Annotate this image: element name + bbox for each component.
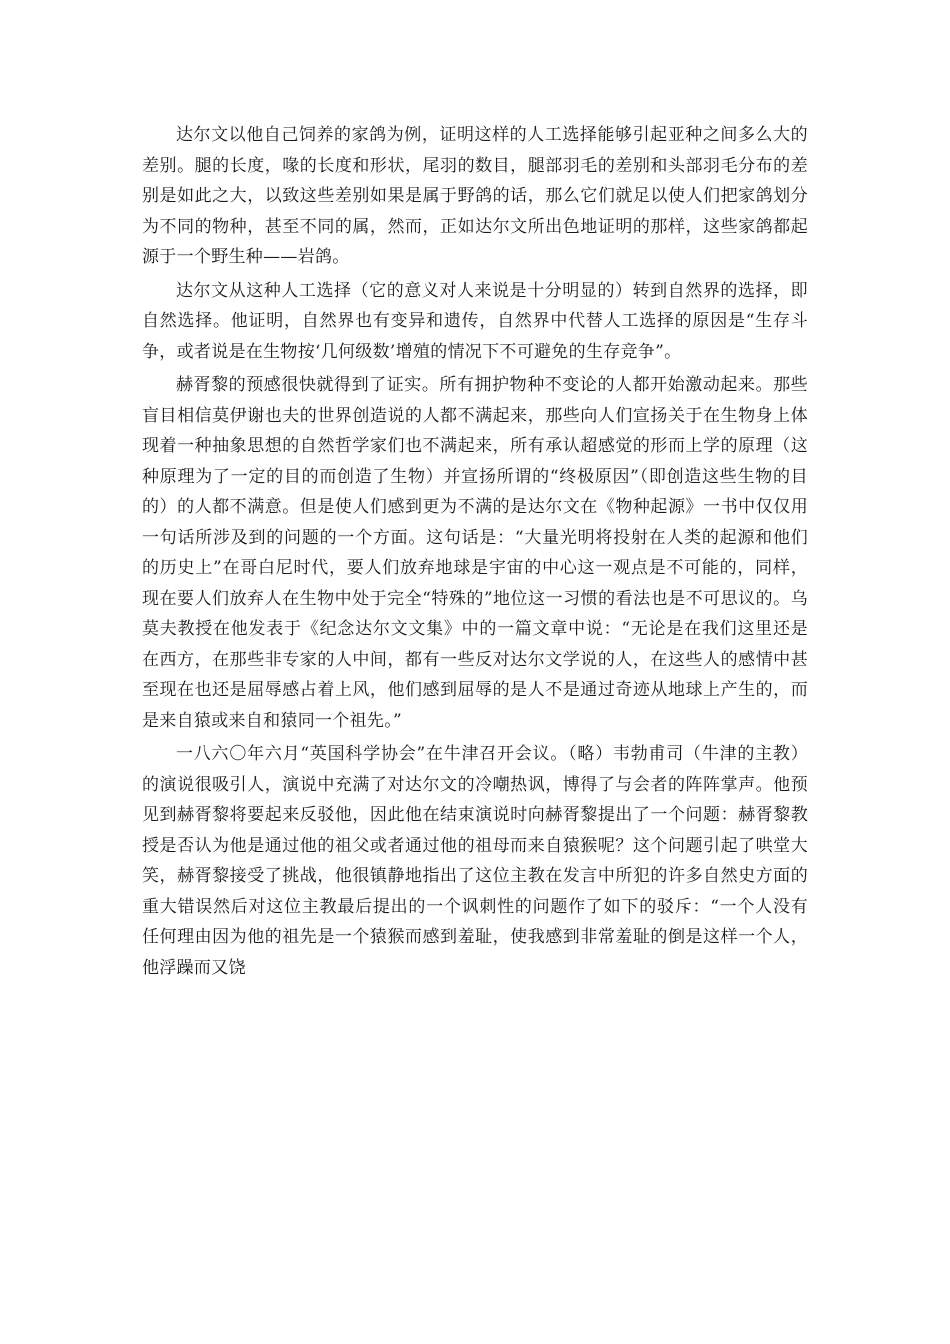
paragraph-2: 达尔文从这种人工选择（它的意义对人来说是十分明显的）转到自然界的选择，即自然选择。他证明，自然界也有变异和遗传，自然界中代替人工选择的原因是“生存斗争，或者说是在生物按‘几何级数’增殖的情况下不可避免的生存竞争”。 xyxy=(142,280,808,362)
paragraph-3: 赫胥黎的预感很快就得到了证实。所有拥护物种不变论的人都开始激动起来。那些盲目相信莫伊谢也夫的世界创造说的人都不满起来，那些向人们宣扬关于在生物身上体现着一种抽象思想的自然哲学家们也不满起来，所有承认超感觉的形而上学的原理（这种原理为了一定的目的而创造了生物）并宣扬所谓的“终极原因”（即创造这些生物的目的）的人都不满意。但是使人们感到更为不满的是达尔文在《物种起源》一书中仅仅用一句话所涉及到的问题的一个方面。这句话是：“大量光明将投射在人类的起源和他们的历史上”在哥白尼时代，要人们放弃地球是宇宙的中心这一观点是不可能的，同样，现在要人们放弃人在生物中处于完全“特殊的”地位这一习惯的看法也是不可思议的。乌莫夫教授在他发表于《纪念达尔文文集》中的一篇文章中说：“无论是在我们这里还是在西方，在那些非专家的人中间，都有一些反对达尔文学说的人，在这些人的感情中甚至现在也还是屈辱感占着上风，他们感到屈辱的是人不是通过奇迹从地球上产生的，而是来自猿或来自和猿同一个祖先。” xyxy=(142,375,808,731)
document-body xyxy=(142,120,808,986)
paragraph-1: 达尔文以他自己饲养的家鸽为例，证明这样的人工选择能够引起亚种之间多么大的差别。腿的长度，喙的长度和形状，尾羽的数目，腿部羽毛的差别和头部羽毛分布的差别是如此之大，以致这些差别如果是属于野鸽的话，那么它们就足以使人们把家鸽划分为不同的物种，甚至不同的属，然而，正如达尔文所出色地证明的那样，这些家鸽都起源于一个野生种——岩鸽。 xyxy=(142,125,808,267)
paragraph-4: 一八六〇年六月“英国科学协会”在牛津召开会议。（略）韦勃甫司（牛津的主教）的演说很吸引人，演说中充满了对达尔文的冷嘲热讽，博得了与会者的阵阵掌声。他预见到赫胥黎将要起来反驳他，因此他在结束演说时向赫胥黎提出了一个问题：赫胥黎教授是否认为他是通过他的祖父或者通过他的祖母而来自猿猴呢？这个问题引起了哄堂大笑，赫胥黎接受了挑战，他很镇静地指出了这位主教在发言中所犯的许多自然史方面的重大错误然后对这位主教最后提出的一个讽刺性的问题作了如下的驳斥：“一个人没有任何理由因为他的祖先是一个猿猴而感到羞耻，使我感到非常羞耻的倒是这样一个人，他浮躁而又饶 xyxy=(142,744,808,978)
